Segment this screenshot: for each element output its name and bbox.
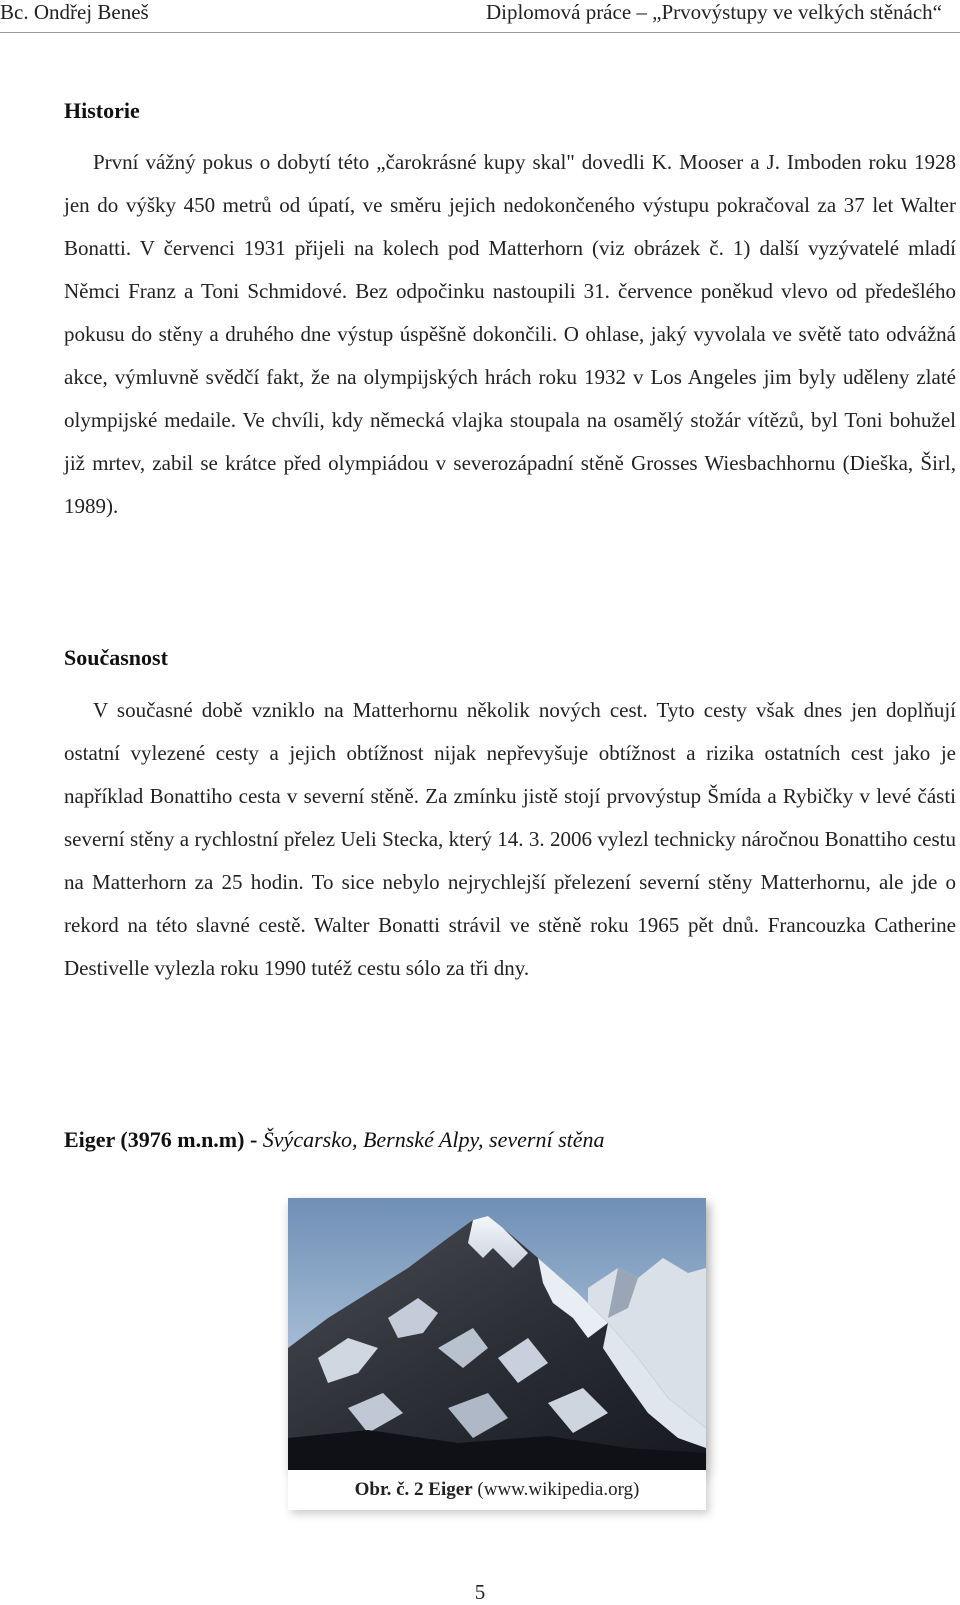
caption-source: (www.wikipedia.org): [472, 1479, 640, 1500]
section-heading-soucasnost: Současnost: [64, 645, 168, 670]
paragraph-soucasnost: V současné době vzniklo na Matterhornu několik nových cest. Tyto cesty však dnes jen doplňují ostatní vylezené cesty a jejich obtížnost nijak nepřevyšuje obtížnost a rizika ostatních cest jako je například Bonattiho cesta v severní stěně. Za zmínku jistě stojí prvovýstup Šmída a Rybičky v levé části severní stěny a rychlostní přelez Ueli Stecka, který 14. 3. 2006 vylezl technicky náročnou Bonattiho cestu na Matterhorn za 25 hodin. To sice nebylo nejrychlejší přelezení severní stěny Matterhornu, ale jde o rekord na této slavné cestě. Walter Bonatti strávil ve stěně roku 1965 pět dnů. Francouzka Catherine Destivelle vylezla roku 1990 tutéž cestu sólo za tři dny.: [64, 698, 956, 980]
eiger-photo: [288, 1198, 706, 1470]
eiger-title: [64, 1127, 605, 1153]
page-number: 5: [474, 1580, 486, 1604]
eiger-title-location: Švýcarsko, Bernské Alpy, severní stěna: [262, 1127, 605, 1152]
paragraph-historie: První vážný pokus o dobytí této „čarokrásné kupy skal" dovedli K. Mooser a J. Imboden roku 1928 jen do výšky 450 metrů od úpatí, ve směru jejich nedokončeného výstupu pokračoval za 37 let Walter Bonatti. V červenci 1931 přijeli na kolech pod Matterhorn (viz obrázek č. 1) další vyzývatelé mladí Němci Franz a Toni Schmidové. Bez odpočinku nastoupili 31. července poněkud vlevo od předešlého pokusu do stěny a druhého dne výstup úspěšně dokončili. O ohlase, jaký vyvolala ve světě tato odvážná akce, výmluvně svědčí fakt, že na olympijských hrách roku 1932 v Los Angeles jim byly uděleny zlaté olympijské medaile. Ve chvíli, kdy německá vlajka stoupala na osamělý stožár vítězů, byl Toni bohužel již mrtev, zabil se krátce před olympiádou v severozápadní stěně Grosses Wiesbachhornu (Dieška, Širl, 1989).: [64, 150, 956, 518]
page-header: [0, 0, 960, 33]
eiger-title-name: Eiger (3976 m.n.m) -: [64, 1127, 263, 1152]
header-author: Bc. Ondřej Beneš: [0, 0, 149, 24]
caption-label: Obr. č. 2 Eiger: [354, 1479, 473, 1500]
figure-caption: [288, 1470, 706, 1510]
header-thesis-title: Diplomová práce – „Prvovýstupy ve velkých stěnách“: [485, 0, 942, 24]
section-heading-historie: Historie: [64, 98, 140, 123]
